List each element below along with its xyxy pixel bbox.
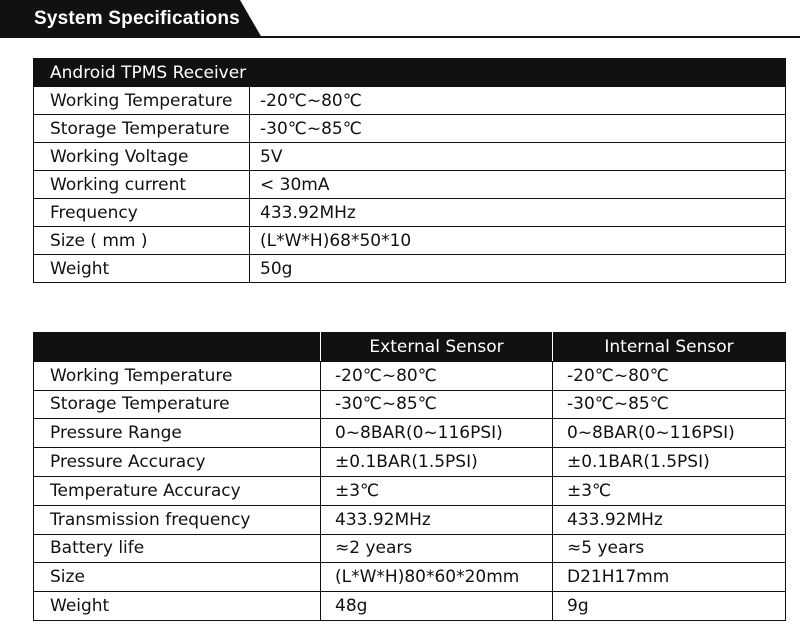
section-header-rule xyxy=(0,36,800,38)
external-value: 48g xyxy=(321,592,553,621)
spec-label: Weight xyxy=(34,592,321,621)
table-row xyxy=(34,171,786,199)
spec-value: -20℃~80℃ xyxy=(250,87,786,115)
receiver-header-row xyxy=(34,59,786,87)
column-header-blank xyxy=(34,333,321,362)
internal-value: D21H17mm xyxy=(553,563,786,592)
spec-value: 50g xyxy=(250,255,786,283)
external-value: -30℃~85℃ xyxy=(321,390,553,419)
sensor-header-row xyxy=(34,333,786,362)
spec-label: Working Temperature xyxy=(34,361,321,390)
table-row xyxy=(34,390,786,419)
external-value: 433.92MHz xyxy=(321,505,553,534)
spec-label: Weight xyxy=(34,255,250,283)
internal-value: -30℃~85℃ xyxy=(553,390,786,419)
spec-label: Storage Temperature xyxy=(34,115,250,143)
table-row xyxy=(34,361,786,390)
spec-label: Temperature Accuracy xyxy=(34,476,321,505)
spec-label: Pressure Accuracy xyxy=(34,448,321,477)
spec-label: Storage Temperature xyxy=(34,390,321,419)
external-value: ≈2 years xyxy=(321,534,553,563)
table-row xyxy=(34,255,786,283)
receiver-table-title: Android TPMS Receiver xyxy=(34,59,786,87)
table-row xyxy=(34,419,786,448)
external-value: -20℃~80℃ xyxy=(321,361,553,390)
sensor-spec-table xyxy=(33,332,786,621)
external-value: ±0.1BAR(1.5PSI) xyxy=(321,448,553,477)
spec-label: Size ( mm ) xyxy=(34,227,250,255)
table-row xyxy=(34,505,786,534)
internal-value: ±3℃ xyxy=(553,476,786,505)
spec-label: Size xyxy=(34,563,321,592)
table-row xyxy=(34,476,786,505)
spec-label: Working Temperature xyxy=(34,87,250,115)
receiver-spec-table xyxy=(33,58,786,283)
table-row xyxy=(34,534,786,563)
spec-value: 433.92MHz xyxy=(250,199,786,227)
spec-label: Working current xyxy=(34,171,250,199)
internal-value: 9g xyxy=(553,592,786,621)
column-header-internal: Internal Sensor xyxy=(553,333,786,362)
table-row xyxy=(34,87,786,115)
section-title: System Specifications xyxy=(34,8,240,29)
spec-label: Battery life xyxy=(34,534,321,563)
internal-value: ≈5 years xyxy=(553,534,786,563)
spec-value: -30℃~85℃ xyxy=(250,115,786,143)
internal-value: 0~8BAR(0~116PSI) xyxy=(553,419,786,448)
spec-label: Working Voltage xyxy=(34,143,250,171)
spec-value: 5V xyxy=(250,143,786,171)
table-row xyxy=(34,143,786,171)
internal-value: 433.92MHz xyxy=(553,505,786,534)
internal-value: ±0.1BAR(1.5PSI) xyxy=(553,448,786,477)
external-value: (L*W*H)80*60*20mm xyxy=(321,563,553,592)
spec-value: (L*W*H)68*50*10 xyxy=(250,227,786,255)
spec-label: Pressure Range xyxy=(34,419,321,448)
internal-value: -20℃~80℃ xyxy=(553,361,786,390)
external-value: ±3℃ xyxy=(321,476,553,505)
column-header-external: External Sensor xyxy=(321,333,553,362)
external-value: 0~8BAR(0~116PSI) xyxy=(321,419,553,448)
table-row xyxy=(34,592,786,621)
spec-label: Frequency xyxy=(34,199,250,227)
table-row xyxy=(34,448,786,477)
table-row xyxy=(34,115,786,143)
spec-label: Transmission frequency xyxy=(34,505,321,534)
table-row xyxy=(34,199,786,227)
table-row xyxy=(34,563,786,592)
spec-value: < 30mA xyxy=(250,171,786,199)
table-row xyxy=(34,227,786,255)
